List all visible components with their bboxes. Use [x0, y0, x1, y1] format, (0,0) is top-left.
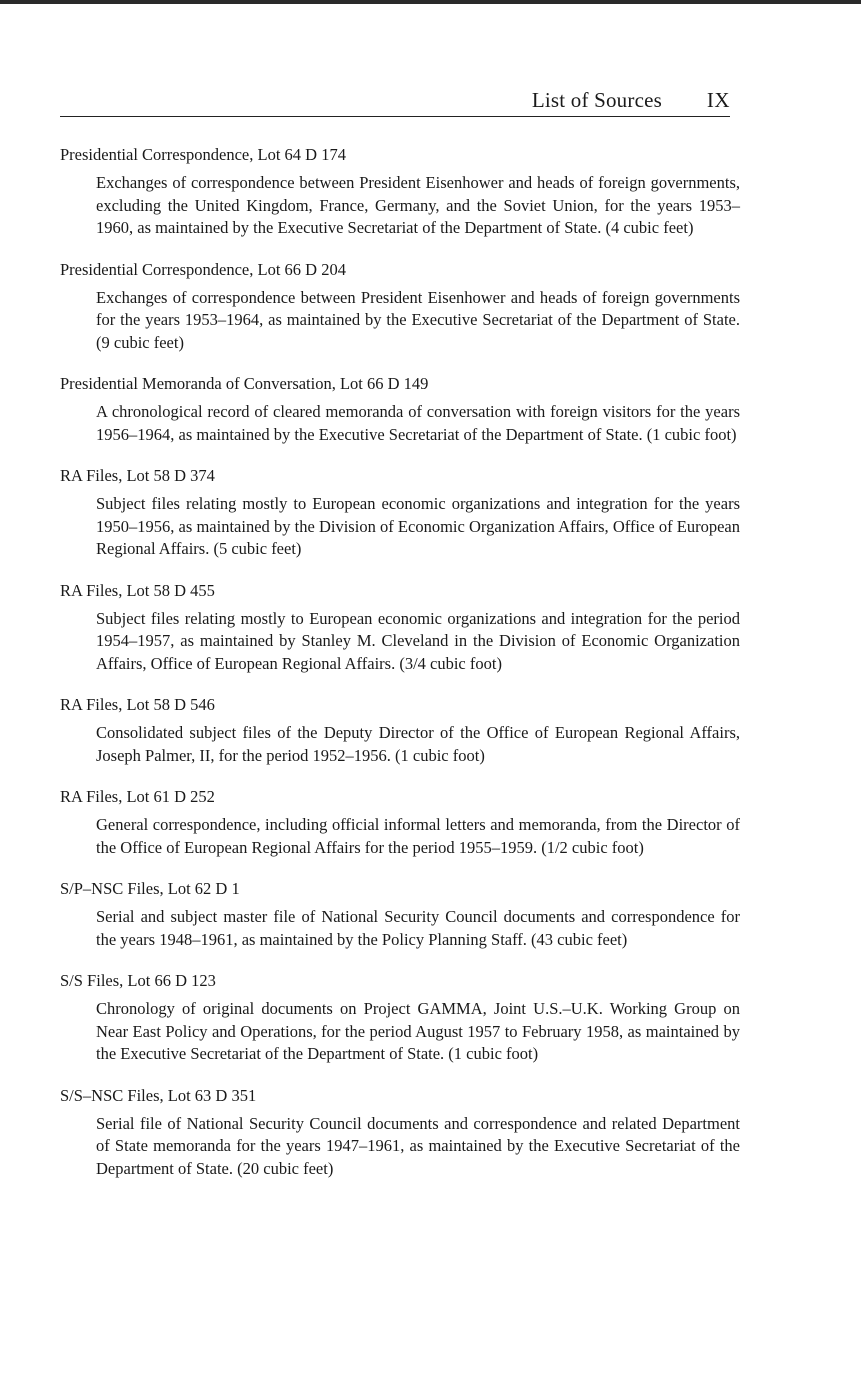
source-list — [60, 143, 740, 1198]
source-entry — [60, 693, 740, 767]
source-description: Exchanges of correspondence between President Eisenhower and heads of foreign governments, excluding the United Kingdom, France, Germany, and the Soviet Union, for the years 1953–1960, as maintained by the Executive Secretariat of the Department of State. (4 cubic feet) — [96, 173, 740, 237]
page-number: IX — [706, 88, 730, 112]
source-entry — [60, 1084, 740, 1181]
source-description: General correspondence, including official informal letters and memoranda, from the Director of the Office of European Regional Affairs for the period 1955–1959. (1/2 cubic foot) — [96, 815, 740, 857]
page-top-edge — [0, 0, 861, 4]
running-title: List of Sources — [531, 88, 662, 112]
source-title: RA Files, Lot 58 D 374 — [60, 466, 215, 485]
source-title: RA Files, Lot 58 D 546 — [60, 695, 215, 714]
source-entry — [60, 969, 740, 1066]
source-title: RA Files, Lot 58 D 455 — [60, 580, 215, 600]
source-description: Subject files relating mostly to European economic organizations and integration for the years 1950–1956, as maintained by the Division of Economic Organization Affairs, Office of European Regional Affairs. (5 cubic feet) — [96, 494, 740, 558]
source-entry — [60, 464, 740, 561]
source-entry — [60, 143, 740, 240]
source-entry — [60, 372, 740, 446]
source-entry — [60, 258, 740, 355]
source-entry — [60, 877, 740, 951]
source-description: Serial and subject master file of National Security Council documents and correspondence for the years 1948–1961, as maintained by the Policy Planning Staff. (43 cubic feet) — [96, 907, 740, 949]
source-title: RA Files, Lot 61 D 252 — [60, 787, 215, 806]
source-entry — [60, 785, 740, 859]
source-title: S/P–NSC Files, Lot 62 D 1 — [60, 879, 240, 898]
source-description: Subject files relating mostly to European economic organizations and integration for the period 1954–1957, as maintained by Stanley M. Cleveland in the Division of Economic Organization Affairs, Office of European Regional Affairs. (3/4 cubic foot) — [96, 608, 740, 673]
source-description: Exchanges of correspondence between President Eisenhower and heads of foreign governments for the years 1953–1964, as maintained by the Executive Secretariat of the Department of State. (9 cubic feet) — [96, 287, 740, 352]
source-description: Consolidated subject files of the Deputy Director of the Office of European Regional Affairs, Joseph Palmer, II, for the period 1952–1956. (1 cubic foot) — [96, 723, 740, 765]
source-title: Presidential Memoranda of Conversation, Lot 66 D 149 — [60, 374, 429, 393]
source-title: S/S–NSC Files, Lot 63 D 351 — [60, 1085, 257, 1105]
running-header — [60, 86, 730, 117]
source-entry — [60, 579, 740, 676]
source-title: Presidential Correspondence, Lot 64 D 174 — [60, 145, 346, 164]
source-description: Serial file of National Security Council documents and correspondence and related Department of State memoranda for the years 1947–1961, as maintained by the Executive Secretariat of the Department of State. (20 cubic feet) — [96, 1113, 740, 1178]
source-title: S/S Files, Lot 66 D 123 — [60, 971, 216, 990]
source-description: Chronology of original documents on Project GAMMA, Joint U.S.–U.K. Working Group on Near East Policy and Operations, for the period August 1957 to February 1958, as maintained by the Executive Secretariat of the Department of State. (1 cubic foot) — [96, 999, 740, 1063]
source-title: Presidential Correspondence, Lot 66 D 204 — [60, 259, 346, 279]
source-description: A chronological record of cleared memoranda of conversation with foreign visitors for the years 1956–1964, as maintained by the Executive Secretariat of the Department of State. (1 cubic foot) — [96, 402, 740, 444]
